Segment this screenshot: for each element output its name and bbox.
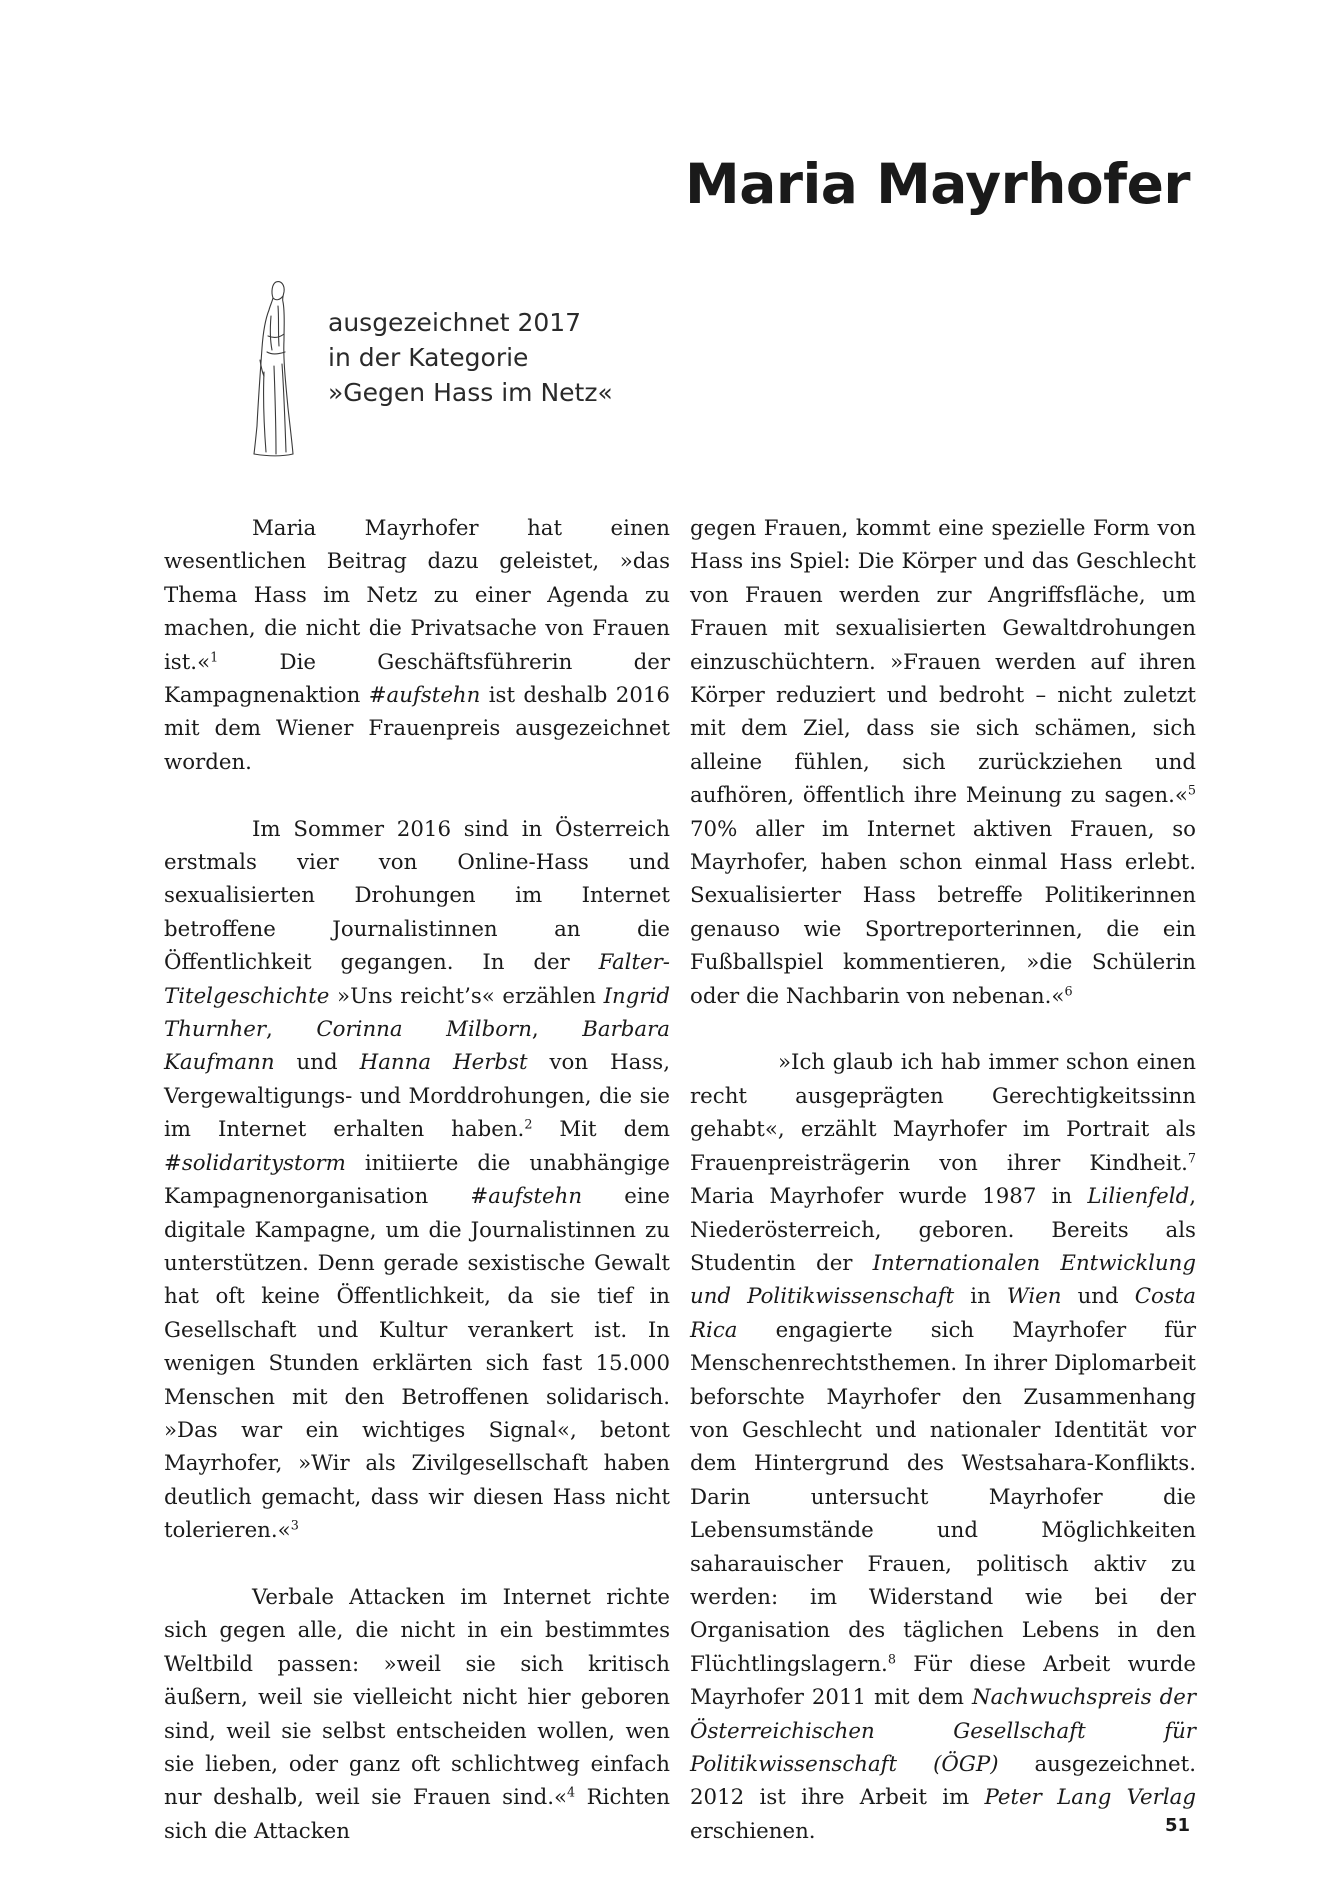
text-run: Verbale Attacken im Internet richte sich gegen alle, die nicht in ein bestimmtes Weltbild passen: »weil sie sich kritisch äußern, weil sie vielleicht nicht hier geboren sind, weil sie selbst entscheiden wollen, wen sie lieben, oder ganz oft schlichtweg einfach nur deshalb, weil sie Frauen sind.« [164,1584,670,1811]
italic-term: Costa Rica [690,1284,1196,1343]
text-run: 70% aller im Internet aktiven Frauen, so Mayrhofer, haben schon einmal Hass erlebt. Sexualisierter Hass betreffe Politikerinnen genauso wie Sportreporterinnen, die ein Fußballspiel kommentieren, »die Schülerin oder die Nachbarin von nebenan.« [690,816,1196,1009]
footnote-ref: 3 [290,1518,299,1534]
italic-term: #aufstehn [470,1184,583,1210]
italic-term: Lilienfeld [1087,1184,1190,1210]
text-run: , Niederösterreich, geboren. Bereits als Studentin der [690,1184,1196,1276]
right-column [690,512,1196,1848]
italic-term: #aufstehn [368,683,481,709]
text-run: von Hass, Vergewaltigungs- und Morddrohungen, die sie im Internet erhalten haben. [164,1050,670,1143]
footnote-ref: 2 [524,1117,533,1133]
text-run: , [266,1017,317,1043]
text-run: und [274,1050,360,1076]
footnote-ref: 4 [567,1785,576,1801]
footnote-ref: 7 [1187,1151,1196,1167]
text-run: Die Geschäftsführerin der Kampagnenaktion [164,649,670,709]
italic-term: Barbara Kaufmann [164,1017,670,1076]
text-run: engagierte sich Mayrhofer für Menschenrechtsthemen. In ihrer Diplomarbeit beforschte Mayrhofer den Zusammenhang von Geschlecht und nationaler Identität vor dem Hintergrund des Westsahara-Konflikts. Darin untersucht Mayrhofer die Lebensumstände und Möglichkeiten saharauischer Frauen, politisch aktiv zu werden: im Widerstand wie bei der Organisation des täglichen Lebens in den Flüchtlingslagern. [690,1317,1196,1677]
paragraph [164,512,670,779]
italic-term: Hanna Herbst [359,1050,528,1076]
left-column [164,512,670,1848]
text-run: gegen Frauen, kommt eine spezielle Form von Hass ins Spiel: Die Körper und das Geschlecht von Frauen werden zur Angriffsfläche, um Frauen mit sexualisierten Gewaltdrohungen einzuschüchtern. »Frauen werden auf ihren Körper reduziert und bedroht – nicht zuletzt mit dem Ziel, dass sie sich schämen, sich alleine fühlen, sich zurückziehen und aufhören, öffentlich ihre Meinung zu sagen.« [690,516,1196,809]
text-run: in [954,1284,1007,1310]
text-run: Mit dem [532,1117,670,1143]
footnote-ref: 1 [210,649,219,665]
italic-term: Internationalen Entwicklung und Politikwissenschaft [690,1250,1196,1310]
award-category-label: in der Kategorie [328,343,529,372]
award-year: ausgezeichnet 2017 [328,308,582,337]
footnote-ref: 6 [1064,984,1073,1000]
footnote-ref: 5 [1187,783,1196,799]
text-run: »Uns reicht’s« erzählen [329,983,604,1009]
text-run: Für diese Arbeit wurde Mayrhofer 2011 mit dem [690,1651,1196,1711]
italic-term: #solidaritystorm [164,1150,346,1176]
italic-term: Falter-Titelgeschichte [164,950,670,1009]
page-title: Maria Mayrhofer [684,152,1190,216]
italic-term: Ingrid Thurnher [164,983,670,1043]
text-run: ist deshalb 2016 mit dem Wiener Frauenpreis ausgezeichnet worden. [164,683,670,775]
text-run: Maria Mayrhofer wurde 1987 in [690,1184,1088,1210]
italic-term: Wien [1006,1284,1062,1310]
text-run: »Ich glaub ich hab immer schon einen recht ausgeprägten Gerechtigkeitssinn gehabt«, erzählt Mayrhofer im Portrait als Frauenpreisträgerin von ihrer Kindheit. [690,1050,1196,1176]
text-run: initiierte die unabhängige Kampagnenorganisation [164,1150,670,1210]
standing-woman-sketch-icon [248,276,308,458]
text-run: ausgezeichnet. 2012 ist ihre Arbeit im [690,1752,1196,1811]
award-info [328,305,613,410]
footnote-ref: 8 [887,1652,896,1668]
italic-term: Nachwuchspreis der Österreichischen Gesellschaft für Politikwissenschaft (ÖGP) [690,1685,1196,1778]
text-run: eine digitale Kampagne, um die Journalistinnen zu unterstützen. Denn gerade sexistische Gewalt hat oft keine Öffentlichkeit, da sie tief in Gesellschaft und Kultur verankert ist. In wenigen Stunden erklärten sich fast 15.000 Menschen mit den Betroffenen solidarisch. »Das war ein wichtiges Signal«, betont Mayrhofer, »Wir als Zivilgesellschaft haben deutlich gemacht, dass wir diesen Hass nicht tolerieren.« [164,1184,670,1544]
text-run: erschienen. [690,1818,816,1844]
paragraph [690,1046,1196,1848]
text-run: und [1061,1284,1135,1310]
text-run: Maria Mayrhofer hat einen wesentlichen Beitrag dazu geleistet, »das Thema Hass im Netz zu einer Agenda zu machen, die nicht die Privatsache von Frauen ist.« [164,516,670,675]
italic-term: Corinna Milborn [316,1017,532,1043]
text-run: , [531,1017,583,1043]
award-category: »Gegen Hass im Netz« [328,378,613,407]
text-run: Im Sommer 2016 sind in Österreich erstmals vier von Online-Hass und sexualisierten Drohungen im Internet betroffene Journalistinnen an die Öffentlichkeit gegangen. In der [164,816,670,976]
paragraph [164,813,670,1548]
paragraph [164,1581,670,1848]
page-number: 51 [1164,1815,1190,1836]
text-run: Richten sich die Attacken [164,1785,670,1844]
paragraph [690,512,1196,1013]
italic-term: Peter Lang Verlag [984,1785,1196,1811]
